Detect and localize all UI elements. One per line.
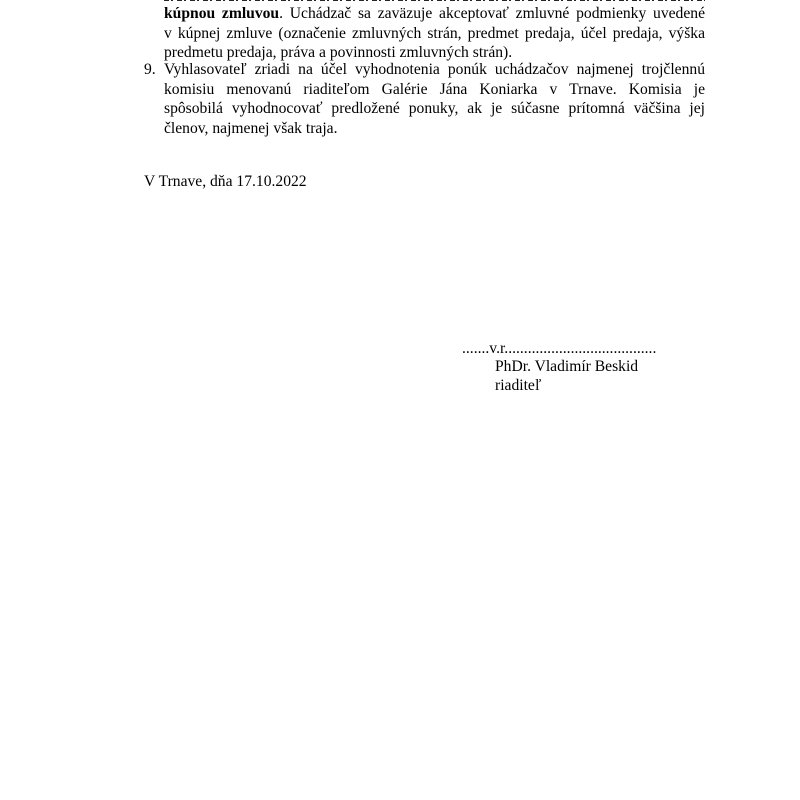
list-item-9 — [144, 60, 705, 138]
item9-line-1: Vyhlasovateľ zriadi na účel vyhodnotenia ponúk uchádzačov najmenej trojčlennú — [164, 61, 705, 78]
signatory-name: PhDr. Vladimír Beskid — [495, 358, 639, 375]
item9-line-4: členov, najmenej však traja. — [164, 119, 338, 137]
continuation-line-1 — [164, 4, 705, 24]
bold-term: kúpnou zmluvou — [164, 5, 280, 22]
previous-item-continuation — [164, 4, 705, 63]
clipped-text-ink — [164, 0, 705, 1]
signatory-role: riaditeľ — [495, 377, 542, 394]
clipped-text-line — [164, 0, 705, 1]
place-and-date: V Trnave, dňa 17.10.2022 — [144, 173, 307, 190]
continuation-line-2: v kúpnej zmluve (označenie zmluvných strán, predmet predaja, účel predaja, výška — [164, 24, 705, 42]
continuation-line-3: predmetu predaja, práva a povinnosti zmluvných strán). — [164, 44, 513, 61]
continuation-line-1-rest: . Uchádzač sa zaväzuje akceptovať zmluvné podmienky uvedené — [279, 5, 705, 22]
list-item-number: 9. — [144, 61, 156, 78]
item9-line-2: komisiu menovanú riaditeľom Galérie Jána Koniarka v Trnave. Komisia je — [164, 80, 705, 98]
list-item-body — [164, 60, 705, 138]
signature-line: .......v.r....................................... — [462, 340, 657, 357]
item9-line-3: spôsobilá vyhodnocovať predložené ponuky, ak je súčasne prítomná väčšina jej — [164, 100, 705, 117]
